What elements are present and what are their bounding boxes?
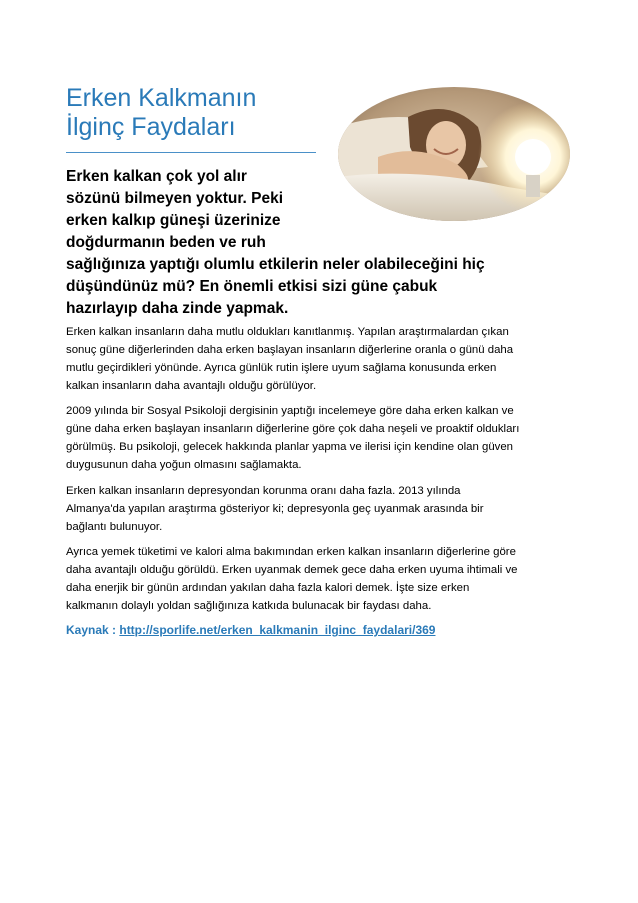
paragraph-calories (66, 543, 566, 615)
intro-line: sağlığınıza yaptığı olumlu etkilerin neler olabileceğini hiç (66, 256, 485, 273)
paragraph-happiness (66, 323, 566, 395)
paragraph-depression (66, 482, 566, 536)
paragraph-line: duygusunun daha yoğun olmasını sağlamakta. (66, 459, 302, 471)
paragraph-line: mutlu geçirdikleri yönünde. Ayrıca günlük rutin işlere uyum sağlama konusunda erken (66, 362, 497, 374)
paragraph-line: sonuç güne diğerlerinden daha erken başlayan insanların diğerlerine oranla o günü daha (66, 344, 514, 356)
paragraph-line: 2009 yılında bir Sosyal Psikoloji dergisinin yaptığı incelemeye göre daha erken kalkan ve (66, 405, 514, 417)
paragraph-line: Almanya'da yapılan araştırma gösteriyor ki; depresyonla geç uyanmak arasında bir (66, 503, 484, 515)
intro-line: hazırlayıp daha zinde yapmak. (66, 300, 289, 317)
paragraph-line: daha avantajlı olduğu görüldü. Erken uyanmak demek gece daha erken uyuma ihtimali ve (66, 564, 518, 576)
intro-paragraph (66, 166, 566, 320)
source-label: Kaynak : (66, 623, 120, 637)
paragraph-psychology (66, 402, 566, 474)
intro-line: sözünü bilmeyen yoktur. Peki (66, 190, 284, 207)
source-link[interactable]: http://sporlife.net/erken_kalkmanin_ilginc_faydalari/369 (119, 623, 436, 637)
paragraph-line: Erken kalkan insanların depresyondan korunma oranı daha fazla. 2013 yılında (66, 485, 461, 497)
paragraph-line: daha enerjik bir günün ardından yakılan daha fazla kalori demek. İşte size erken (66, 582, 470, 594)
paragraph-line: güne daha erken başlayan insanların diğerlerine göre çok daha neşeli ve proaktif oldukları (66, 423, 520, 435)
intro-line: Erken kalkan çok yol alır (66, 168, 247, 185)
intro-line: erken kalkıp güneşi üzerinize (66, 212, 281, 229)
title-line-1: Erken Kalkmanın (66, 84, 257, 112)
intro-line: düşündünüz mü? En önemli etkisi sizi güne çabuk (66, 278, 438, 295)
title-underline (66, 152, 316, 153)
source-citation (66, 623, 435, 637)
title-line-2: İlginç Faydaları (66, 113, 236, 141)
page-title (66, 84, 316, 142)
intro-line: doğdurmanın beden ve ruh (66, 234, 266, 251)
paragraph-line: bağlantı bulunuyor. (66, 521, 163, 533)
paragraph-line: Erken kalkan insanların daha mutlu oldukları kanıtlanmış. Yapılan araştırmalardan çıkan (66, 326, 509, 338)
paragraph-line: görülmüş. Bu psikoloji, gelecek hakkında planlar yapma ve ilerisi için kendine olan güven (66, 441, 514, 453)
paragraph-line: kalkan insanların daha avantajlı olduğu görülüyor. (66, 380, 317, 392)
paragraph-line: kalkmanın dolaylı yoldan sağlığınıza katkıda bulunacak bir faydası daha. (66, 600, 432, 612)
paragraph-line: Ayrıca yemek tüketimi ve kalori alma bakımından erken kalkan insanların diğerlerine göre (66, 546, 516, 558)
